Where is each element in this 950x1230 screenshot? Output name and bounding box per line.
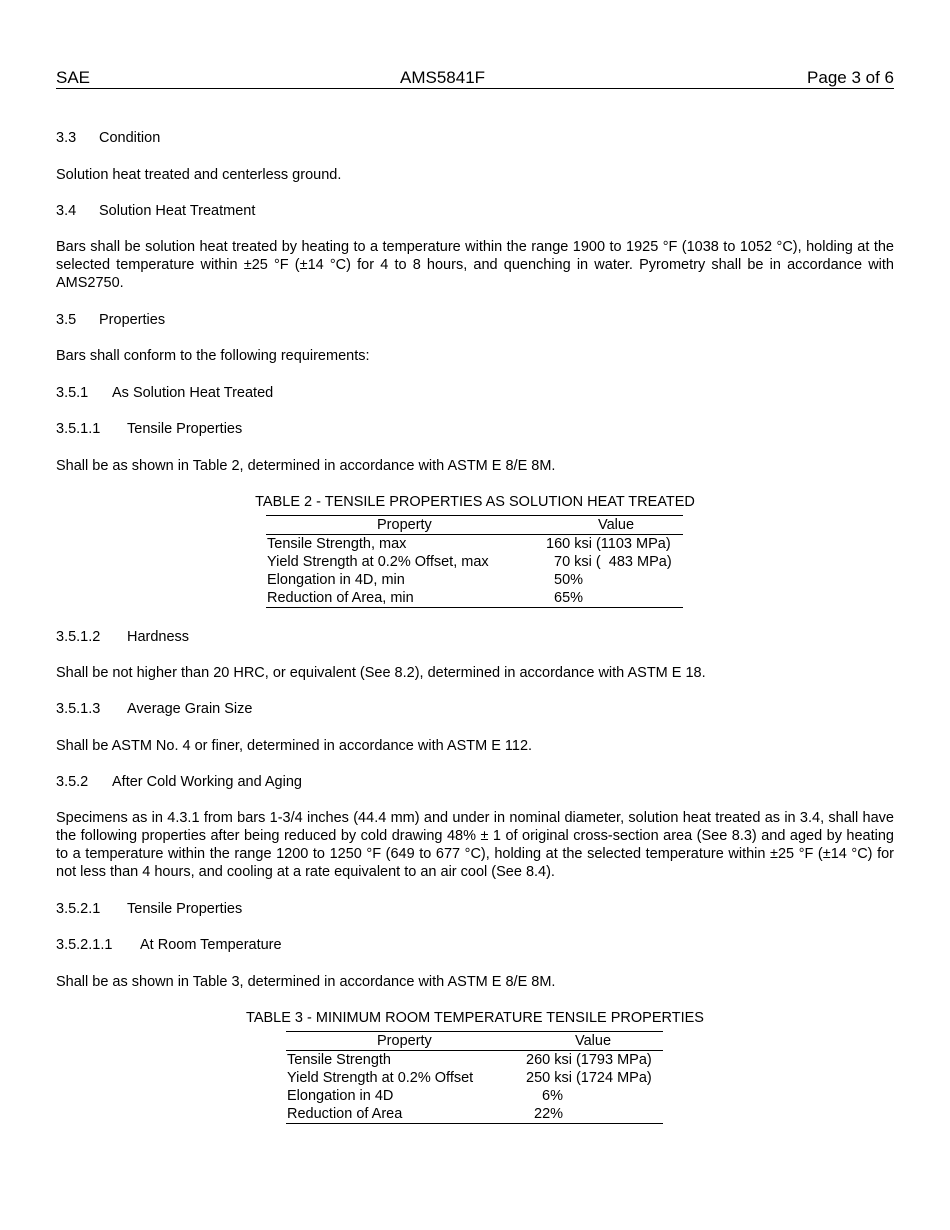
section-title: Condition bbox=[99, 130, 161, 146]
value-cell: 70 ksi ( 483 MPa) bbox=[554, 554, 672, 570]
table-2 bbox=[266, 515, 683, 608]
section-number: 3.5.1 bbox=[56, 385, 89, 401]
section-title: At Room Temperature bbox=[140, 937, 282, 953]
property-cell: Reduction of Area, min bbox=[267, 590, 414, 606]
section-number: 3.5 bbox=[56, 312, 77, 328]
paragraph-3-5: Bars shall conform to the following requirements: bbox=[56, 348, 370, 364]
section-heading-3-5-2-1 bbox=[56, 900, 894, 918]
property-cell: Tensile Strength bbox=[287, 1052, 391, 1068]
table-row bbox=[286, 1087, 663, 1105]
table-header-row bbox=[266, 516, 683, 535]
page-header bbox=[56, 68, 894, 89]
section-number: 3.5.2 bbox=[56, 774, 89, 790]
section-number: 3.5.1.1 bbox=[56, 421, 101, 437]
section-title: Properties bbox=[99, 312, 166, 328]
section-title: As Solution Heat Treated bbox=[112, 385, 274, 401]
section-heading-3-5-2-1-1 bbox=[56, 936, 894, 954]
paragraph-3-3: Solution heat treated and centerless ground. bbox=[56, 167, 342, 183]
header-org: SAE bbox=[56, 68, 91, 87]
table-row bbox=[286, 1105, 663, 1123]
paragraph-3-5-1-3: Shall be ASTM No. 4 or finer, determined in accordance with ASTM E 112. bbox=[56, 738, 533, 754]
table-row bbox=[286, 1051, 663, 1069]
section-number: 3.3 bbox=[56, 130, 77, 146]
table-3 bbox=[286, 1031, 663, 1124]
property-cell: Elongation in 4D bbox=[287, 1088, 394, 1104]
value-cell: 65% bbox=[554, 590, 584, 606]
section-number: 3.5.1.3 bbox=[56, 701, 101, 717]
section-number: 3.5.1.2 bbox=[56, 629, 101, 645]
column-header-property: Property bbox=[377, 517, 432, 533]
value-cell: 50% bbox=[554, 572, 584, 588]
column-header-property: Property bbox=[377, 1033, 432, 1049]
value-cell: 6% bbox=[542, 1088, 563, 1104]
property-cell: Yield Strength at 0.2% Offset bbox=[287, 1070, 474, 1086]
section-title: Tensile Properties bbox=[127, 901, 243, 917]
value-cell: 250 ksi (1724 MPa) bbox=[526, 1070, 652, 1086]
table-row bbox=[266, 571, 683, 589]
value-cell: 260 ksi (1793 MPa) bbox=[526, 1052, 652, 1068]
section-title: Hardness bbox=[127, 629, 190, 645]
table-row bbox=[266, 589, 683, 607]
paragraph-3-5-1-2: Shall be not higher than 20 HRC, or equivalent (See 8.2), determined in accordance with ASTM E 18. bbox=[56, 665, 706, 681]
table-row bbox=[286, 1069, 663, 1087]
property-cell: Elongation in 4D, min bbox=[267, 572, 405, 588]
table-header-row bbox=[286, 1032, 663, 1051]
section-number: 3.5.2.1.1 bbox=[56, 937, 113, 953]
header-doc-number: AMS5841F bbox=[400, 68, 486, 87]
value-cell: 22% bbox=[534, 1106, 564, 1122]
table-3-caption: TABLE 3 - MINIMUM ROOM TEMPERATURE TENSILE PROPERTIES bbox=[246, 1010, 704, 1026]
section-number: 3.4 bbox=[56, 203, 77, 219]
section-heading-3-5-1-1 bbox=[56, 420, 894, 438]
column-header-value: Value bbox=[575, 1033, 612, 1049]
section-heading-3-5-2 bbox=[56, 773, 894, 791]
section-heading-3-3 bbox=[56, 129, 894, 147]
header-page-number: Page 3 of 6 bbox=[807, 68, 894, 87]
paragraph-3-5-1-1: Shall be as shown in Table 2, determined in accordance with ASTM E 8/E 8M. bbox=[56, 458, 556, 474]
table-row bbox=[266, 553, 683, 571]
table-2-caption: TABLE 2 - TENSILE PROPERTIES AS SOLUTION HEAT TREATED bbox=[255, 494, 695, 510]
section-heading-3-4 bbox=[56, 202, 894, 220]
paragraph-3-5-2-1-1: Shall be as shown in Table 3, determined in accordance with ASTM E 8/E 8M. bbox=[56, 974, 556, 990]
section-title: Tensile Properties bbox=[127, 421, 243, 437]
section-heading-3-5 bbox=[56, 311, 894, 329]
paragraph-3-4: Bars shall be solution heat treated by heating to a temperature within the range 1900 to 1925 °F (1038 to 1052 °C), holding at the selected temperature within ±25 °F (±14 °C) for 4 to 8 hours, and quenching in water. Pyrometry shall be in accordance with AMS2750. bbox=[56, 239, 894, 291]
table-row bbox=[266, 535, 683, 553]
property-cell: Tensile Strength, max bbox=[267, 536, 407, 552]
section-heading-3-5-1 bbox=[56, 384, 894, 402]
property-cell: Yield Strength at 0.2% Offset, max bbox=[267, 554, 489, 570]
section-heading-3-5-1-2 bbox=[56, 628, 894, 646]
section-title: Average Grain Size bbox=[127, 701, 253, 717]
value-cell: 160 ksi (1103 MPa) bbox=[546, 536, 671, 552]
section-heading-3-5-1-3 bbox=[56, 700, 894, 718]
section-title: Solution Heat Treatment bbox=[99, 203, 256, 219]
property-cell: Reduction of Area bbox=[287, 1106, 403, 1122]
paragraph-3-5-2: Specimens as in 4.3.1 from bars 1-3/4 inches (44.4 mm) and under in nominal diameter, solution heat treated as in 3.4, shall have the following properties after being reduced by cold drawing 48% ± 1 of original cross-section area (See 8.3) and aged by heating to a temperature within the range 1200 to 1250 °F (649 to 677 °C), holding at the selected temperature within ±25 °F (±14 °C) for not less than 4 hours, and cooling at a rate equivalent to an air cool (See 8.4). bbox=[56, 810, 894, 880]
section-number: 3.5.2.1 bbox=[56, 901, 101, 917]
section-title: After Cold Working and Aging bbox=[112, 774, 302, 790]
column-header-value: Value bbox=[598, 517, 635, 533]
